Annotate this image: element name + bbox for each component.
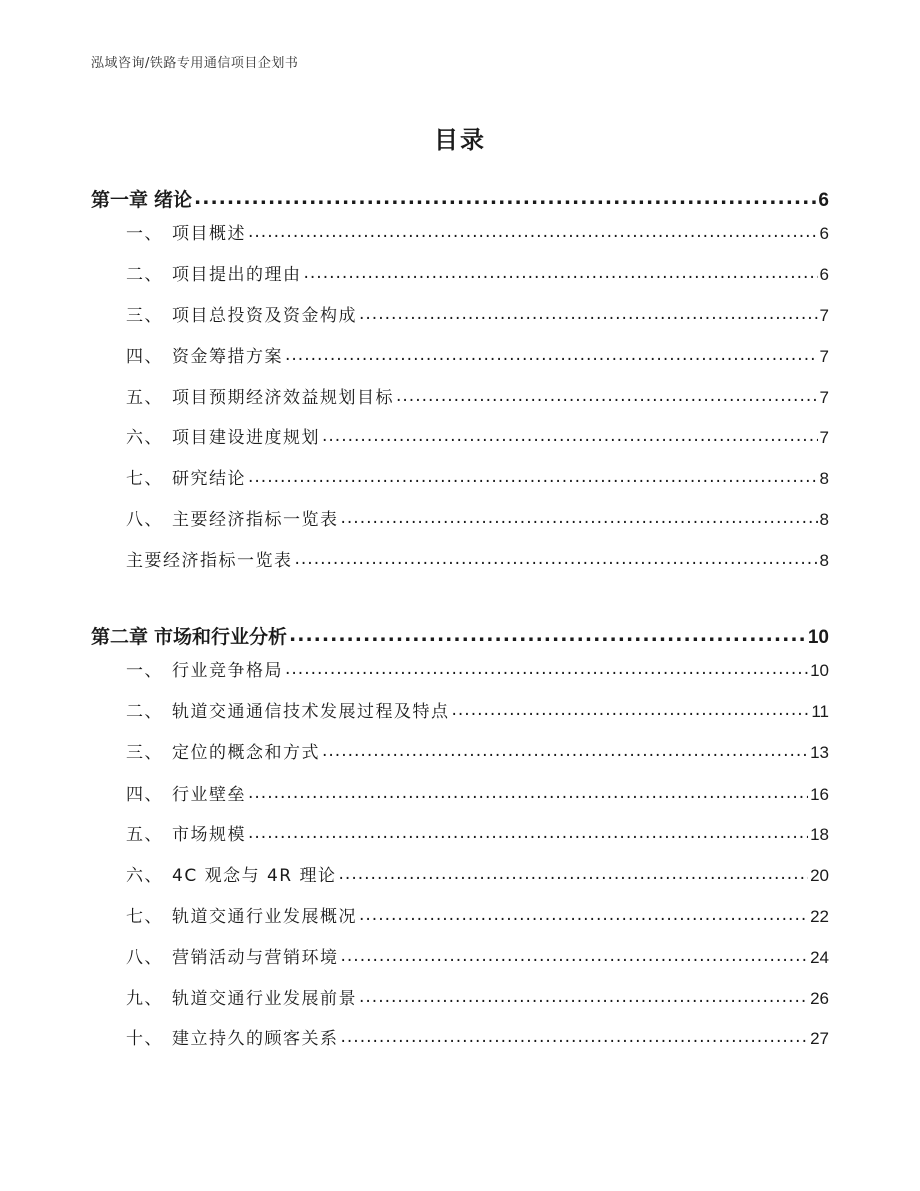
- entry-label: 主要经济指标一览表: [126, 551, 293, 571]
- toc-section-entry[interactable]: [126, 505, 829, 530]
- entry-page-number: 8: [819, 510, 829, 529]
- dot-leader: [396, 386, 818, 406]
- entry-page-number: 8: [819, 469, 829, 488]
- toc-section-entry[interactable]: [126, 423, 829, 448]
- dot-leader: [285, 345, 818, 365]
- entry-page-number: 13: [810, 743, 829, 762]
- dot-leader: [339, 864, 809, 884]
- entry-page-number: 22: [810, 907, 829, 926]
- entry-label: 资金筹措方案: [172, 347, 283, 367]
- entry-label: 绪论: [154, 189, 193, 211]
- entry-page-number: 24: [810, 948, 829, 967]
- entry-number: 四、: [126, 347, 163, 367]
- entry-page-number: 6: [819, 224, 829, 243]
- entry-page-number: 7: [819, 306, 829, 325]
- toc-title: 目录: [434, 126, 486, 154]
- entry-number: 八、: [126, 510, 163, 530]
- toc-section-entry[interactable]: [126, 738, 829, 763]
- toc-section-entry[interactable]: [126, 780, 829, 805]
- dot-leader: [248, 222, 818, 242]
- entry-page-number: 8: [819, 551, 829, 570]
- entry-label: 市场规模: [172, 825, 246, 845]
- dot-leader: [295, 549, 818, 569]
- dot-leader: [304, 263, 818, 283]
- dot-leader: [341, 1027, 809, 1047]
- entry-page-number: 10: [807, 627, 829, 648]
- toc-section-entry[interactable]: [126, 464, 829, 489]
- dot-leader: [285, 659, 808, 679]
- entry-page-number: 7: [819, 428, 829, 447]
- dot-leader: [341, 508, 818, 528]
- dot-leader: [289, 624, 806, 646]
- toc-section-entry[interactable]: [126, 902, 829, 927]
- entry-label: 项目总投资及资金构成: [172, 306, 357, 326]
- dot-leader: [248, 783, 808, 803]
- entry-number: 十、: [126, 1029, 163, 1049]
- dot-leader: [322, 426, 818, 446]
- entry-page-number: 6: [818, 190, 829, 211]
- entry-label: 研究结论: [172, 469, 246, 489]
- entry-number: 三、: [126, 743, 163, 763]
- entry-label: 轨道交通行业发展概况: [172, 907, 357, 927]
- toc-section-entry[interactable]: [126, 943, 829, 968]
- dot-leader: [248, 823, 808, 843]
- entry-number: 五、: [126, 388, 163, 408]
- entry-number: 八、: [126, 948, 163, 968]
- dot-leader: [359, 987, 808, 1007]
- toc-section-entry[interactable]: [126, 219, 829, 244]
- entry-number: 六、: [126, 866, 163, 886]
- entry-label: 4C 观念与 4R 理论: [172, 866, 337, 886]
- entry-page-number: 7: [819, 388, 829, 407]
- toc-section-entry[interactable]: [126, 1024, 829, 1049]
- toc-section-entry[interactable]: [126, 546, 829, 571]
- entry-number: 一、: [126, 661, 163, 681]
- toc-section-entry[interactable]: [126, 656, 829, 681]
- entry-number: 三、: [126, 306, 163, 326]
- entry-label: 主要经济指标一览表: [172, 510, 339, 530]
- entry-label: 营销活动与营销环境: [172, 948, 339, 968]
- entry-page-number: 26: [810, 989, 829, 1008]
- entry-label: 行业竞争格局: [172, 661, 283, 681]
- entry-number: 七、: [126, 469, 163, 489]
- entry-label: 轨道交通行业发展前景: [172, 989, 357, 1009]
- entry-page-number: 7: [819, 347, 829, 366]
- entry-label: 定位的概念和方式: [172, 743, 320, 763]
- toc-section-entry[interactable]: [126, 820, 829, 845]
- toc-section-entry[interactable]: [126, 984, 829, 1009]
- dot-leader: [322, 741, 808, 761]
- toc-chapter-entry[interactable]: [91, 622, 829, 649]
- entry-label: 项目提出的理由: [172, 265, 302, 285]
- entry-label: 轨道交通通信技术发展过程及特点: [172, 702, 450, 722]
- entry-page-number: 16: [810, 785, 829, 804]
- entry-number: 二、: [126, 265, 163, 285]
- entry-page-number: 20: [810, 866, 829, 885]
- entry-page-number: 27: [810, 1029, 829, 1048]
- entry-label: 建立持久的顾客关系: [172, 1029, 339, 1049]
- dot-leader: [341, 946, 809, 966]
- dot-leader: [248, 467, 818, 487]
- entry-number: 第一章: [91, 189, 149, 211]
- entry-number: 九、: [126, 989, 163, 1009]
- dot-leader: [194, 187, 816, 209]
- entry-number: 四、: [126, 785, 163, 805]
- entry-page-number: 11: [811, 702, 829, 721]
- entry-number: 一、: [126, 224, 163, 244]
- toc-section-entry[interactable]: [126, 861, 829, 886]
- entry-number: 六、: [126, 428, 163, 448]
- dot-leader: [452, 700, 810, 720]
- entry-number: 五、: [126, 825, 163, 845]
- entry-label: 项目建设进度规划: [172, 428, 320, 448]
- dot-leader: [359, 304, 818, 324]
- toc-chapter-entry[interactable]: [91, 185, 829, 212]
- entry-label: 项目概述: [172, 224, 246, 244]
- entry-number: 二、: [126, 702, 163, 722]
- entry-label: 项目预期经济效益规划目标: [172, 388, 394, 408]
- entry-label: 市场和行业分析: [154, 626, 288, 648]
- toc-section-entry[interactable]: [126, 697, 829, 722]
- entry-page-number: 10: [810, 661, 829, 680]
- entry-number: 七、: [126, 907, 163, 927]
- entry-page-number: 18: [810, 825, 829, 844]
- running-header: 泓域咨询/铁路专用通信项目企划书: [91, 56, 299, 71]
- toc-section-entry[interactable]: [126, 342, 829, 367]
- entry-number: 第二章: [91, 626, 149, 648]
- dot-leader: [359, 905, 808, 925]
- entry-page-number: 6: [819, 265, 829, 284]
- toc-section-entry[interactable]: [126, 383, 829, 408]
- toc-section-entry[interactable]: [126, 260, 829, 285]
- toc-section-entry[interactable]: [126, 301, 829, 326]
- entry-label: 行业壁垒: [172, 785, 246, 805]
